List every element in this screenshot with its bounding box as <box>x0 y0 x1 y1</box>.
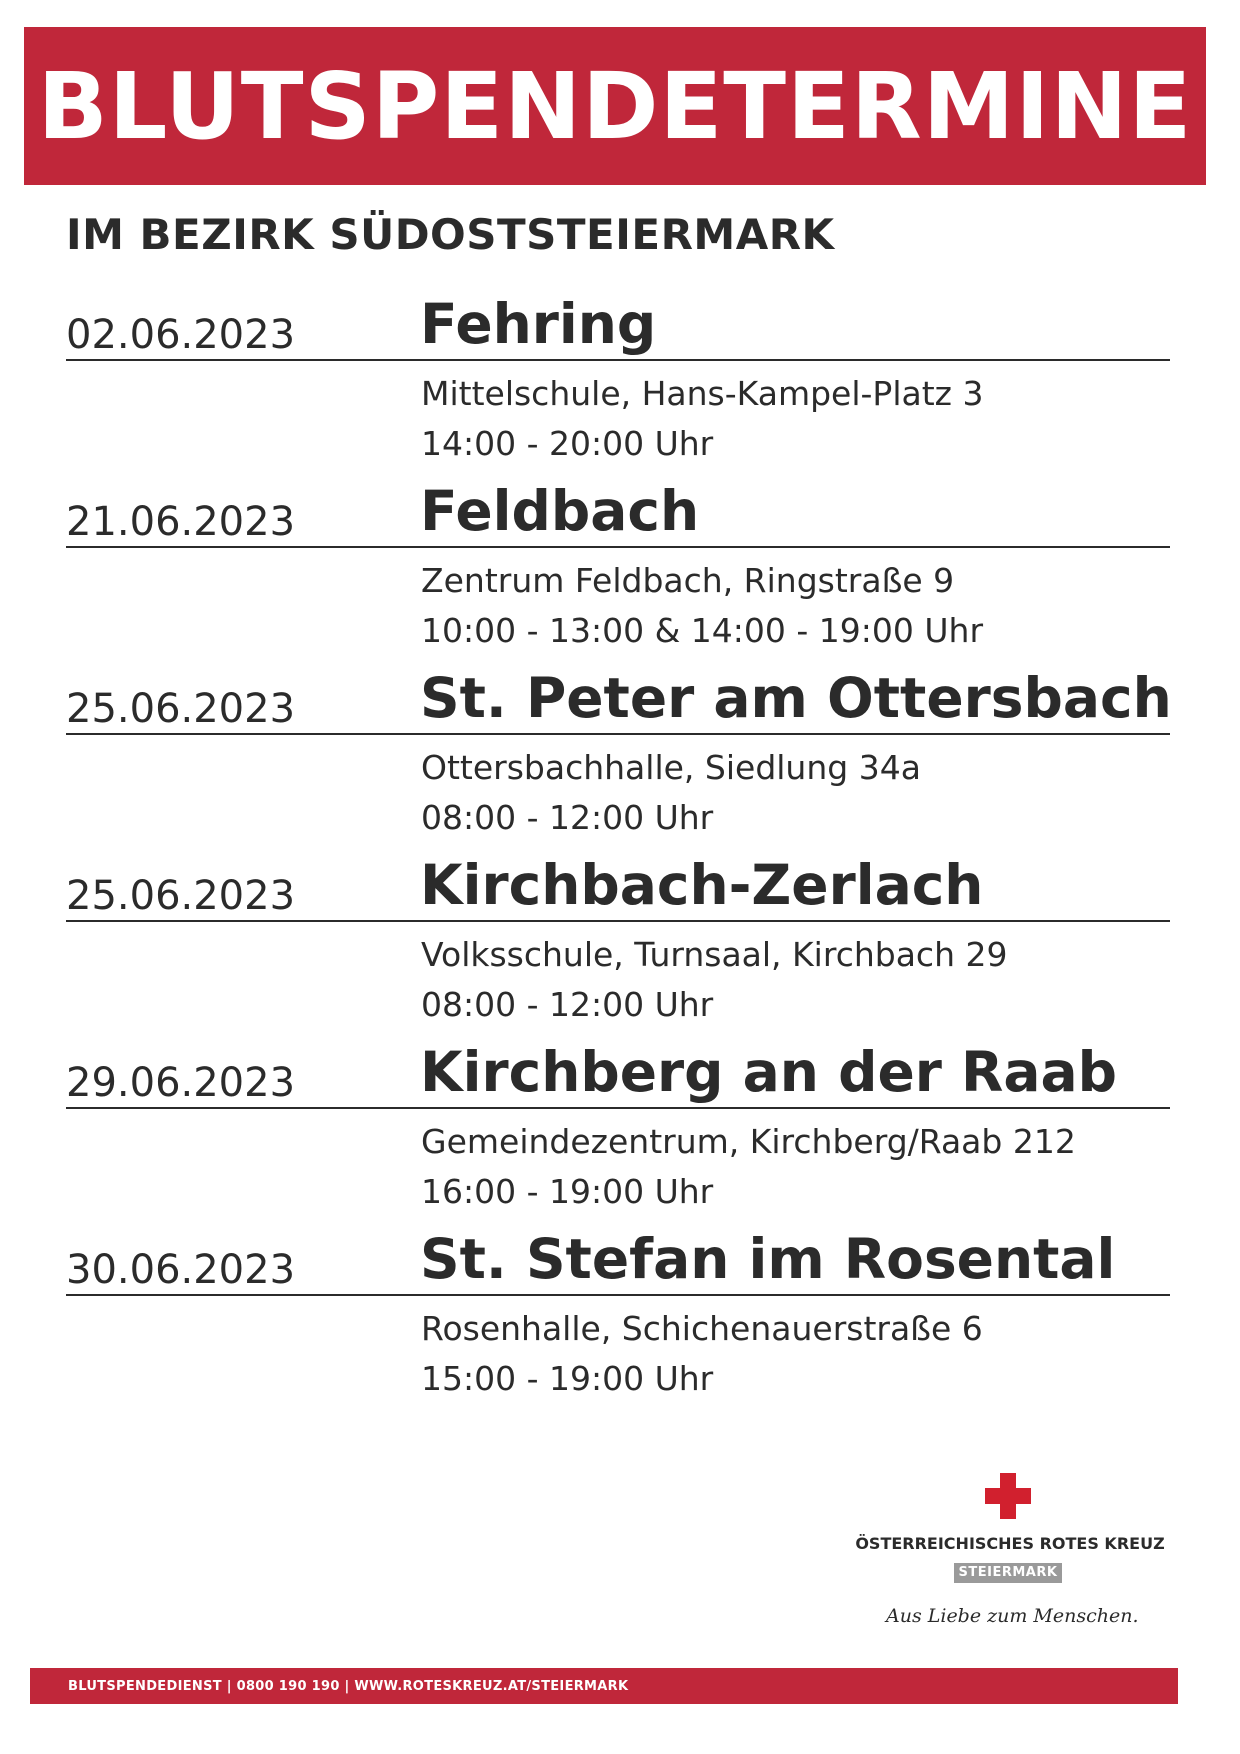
organization-tagline: Aus Liebe zum Menschen. <box>886 1605 1139 1627</box>
red-cross-logo <box>840 1465 1180 1635</box>
red-cross-icon <box>985 1473 1031 1519</box>
event-time: 08:00 - 12:00 Uhr <box>421 985 714 1024</box>
event-entry <box>0 1227 1240 1414</box>
title-banner <box>24 27 1206 185</box>
footer-bar <box>30 1668 1178 1704</box>
event-entry <box>0 666 1240 853</box>
event-date: 02.06.2023 <box>66 312 296 358</box>
event-time: 14:00 - 20:00 Uhr <box>421 424 714 463</box>
event-town: St. Peter am Ottersbach <box>420 666 1172 730</box>
event-time: 10:00 - 13:00 & 14:00 - 19:00 Uhr <box>421 611 984 650</box>
event-entry <box>0 1040 1240 1227</box>
page-subtitle: IM BEZIRK SÜDOSTSTEIERMARK <box>66 210 835 259</box>
event-divider <box>66 359 1170 361</box>
event-date: 30.06.2023 <box>66 1247 296 1293</box>
event-venue: Zentrum Feldbach, Ringstraße 9 <box>421 561 955 600</box>
event-date: 25.06.2023 <box>66 873 296 919</box>
event-venue: Mittelschule, Hans-Kampel-Platz 3 <box>421 374 984 413</box>
event-divider <box>66 1107 1170 1109</box>
page-title: BLUTSPENDETERMINE <box>37 52 1193 160</box>
region-badge: STEIERMARK <box>954 1563 1062 1583</box>
footer-contact: BLUTSPENDEDIENST | 0800 190 190 | WWW.ROTESKREUZ.AT/STEIERMARK <box>68 1678 629 1694</box>
event-date: 25.06.2023 <box>66 686 296 732</box>
event-town: Feldbach <box>420 479 700 543</box>
event-divider <box>66 733 1170 735</box>
event-time: 15:00 - 19:00 Uhr <box>421 1359 714 1398</box>
event-venue: Rosenhalle, Schichenauerstraße 6 <box>421 1309 983 1348</box>
event-entry <box>0 292 1240 479</box>
event-venue: Ottersbachhalle, Siedlung 34a <box>421 748 921 787</box>
event-divider <box>66 920 1170 922</box>
event-entry <box>0 853 1240 1040</box>
event-divider <box>66 546 1170 548</box>
event-entry <box>0 479 1240 666</box>
event-town: Kirchbach-Zerlach <box>420 853 984 917</box>
event-venue: Volksschule, Turnsaal, Kirchbach 29 <box>421 935 1008 974</box>
event-town: Kirchberg an der Raab <box>420 1040 1117 1104</box>
organization-name: ÖSTERREICHISCHES ROTES KREUZ <box>855 1534 1165 1553</box>
event-town: Fehring <box>420 292 657 356</box>
event-town: St. Stefan im Rosental <box>420 1227 1116 1291</box>
event-date: 21.06.2023 <box>66 499 296 545</box>
event-time: 16:00 - 19:00 Uhr <box>421 1172 714 1211</box>
event-list <box>0 292 1240 1414</box>
event-time: 08:00 - 12:00 Uhr <box>421 798 714 837</box>
event-divider <box>66 1294 1170 1296</box>
event-date: 29.06.2023 <box>66 1060 296 1106</box>
event-venue: Gemeindezentrum, Kirchberg/Raab 212 <box>421 1122 1076 1161</box>
